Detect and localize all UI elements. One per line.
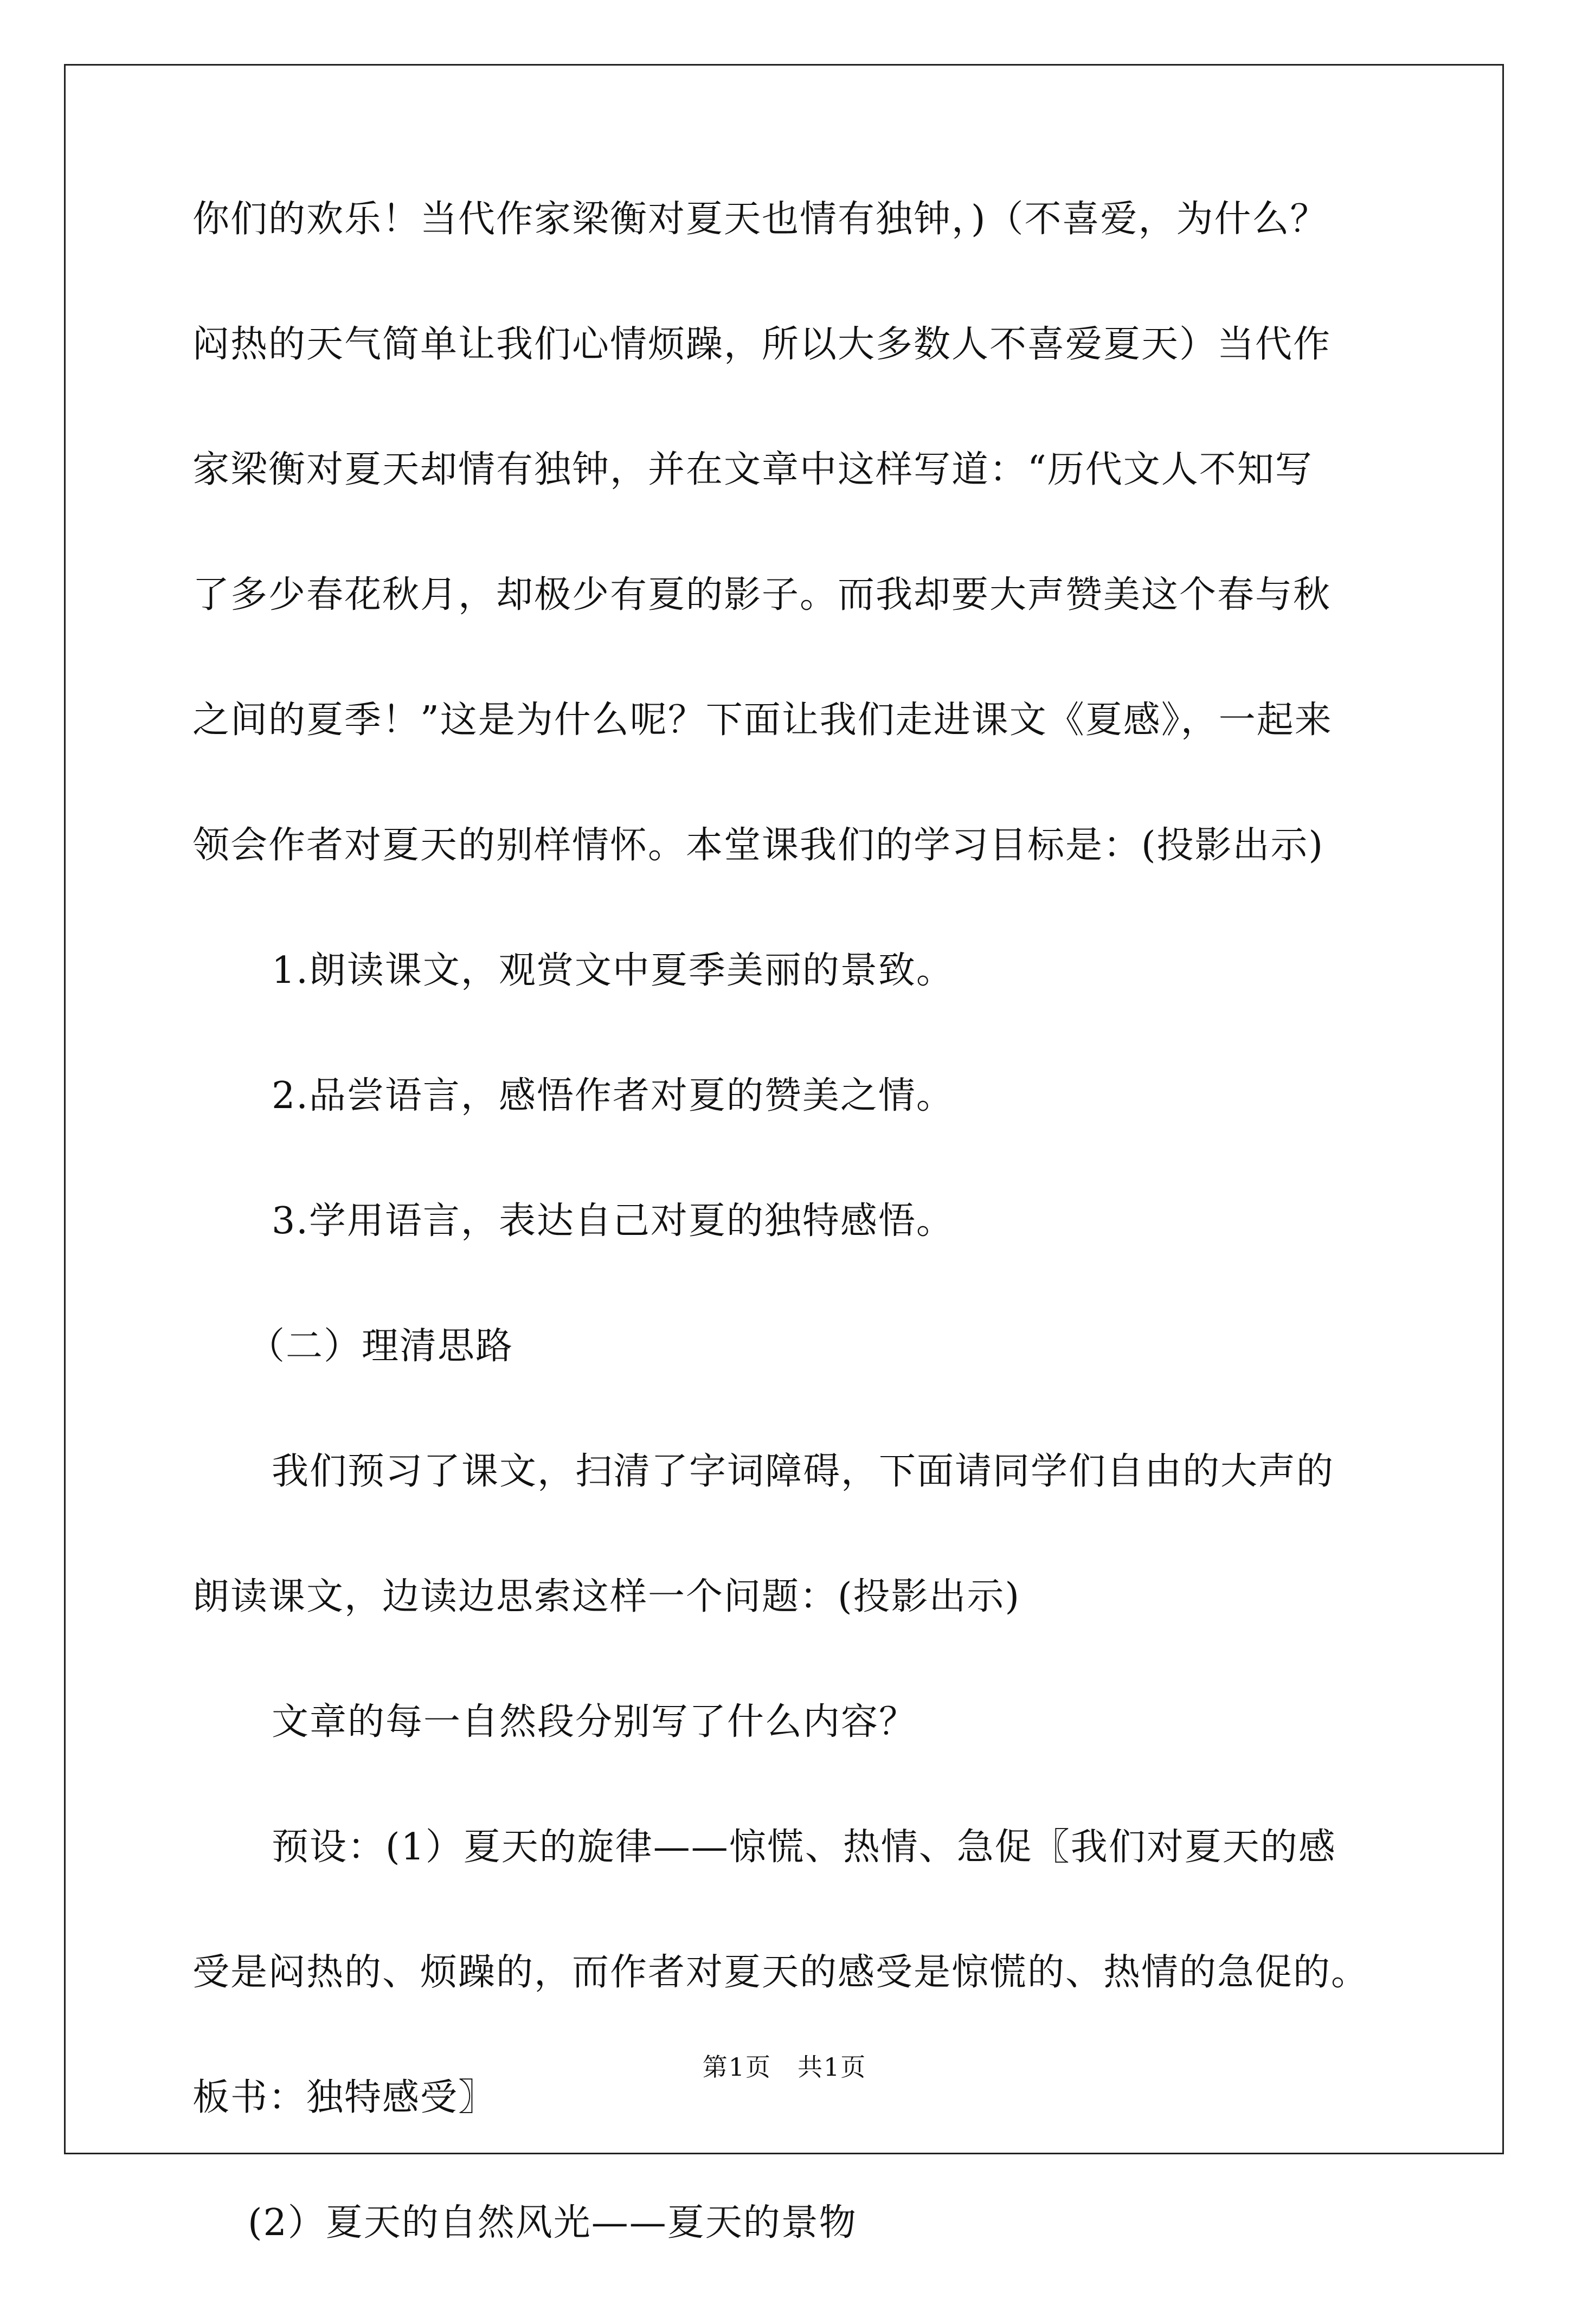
section-heading: （二）理清思路	[248, 1325, 514, 1368]
paragraph-line: 之间的夏季！”这是为什么呢？下面让我们走进课文《夏感》，一起来	[192, 699, 1333, 742]
paragraph-line: 受是闷热的、烦躁的，而作者对夏天的感受是惊慌的、热情的急促的。	[192, 1951, 1369, 1994]
paragraph-line: 你们的欢乐！当代作家梁衡对夏天也情有独钟，)（不喜爱，为什么？	[192, 198, 1328, 241]
document-body	[192, 195, 1380, 2324]
objective-item: 3.学用语言，表达自己对夏的独特感悟。	[272, 1200, 954, 1243]
paragraph-line: 板书：独特感受〗	[192, 2076, 497, 2119]
paragraph-line: (2）夏天的自然风光——夏天的景物	[248, 2201, 857, 2244]
page-footer: 第1页 共1页	[702, 2052, 867, 2082]
paragraph-line: 朗读课文，边读边思索这样一个问题：(投影出示)	[192, 1575, 1021, 1618]
paragraph-line: 了多少春花秋月，却极少有夏的影子。而我却要大声赞美这个春与秋	[192, 574, 1332, 616]
objective-item: 1.朗读课文，观赏文中夏季美丽的景致。	[272, 949, 954, 992]
paragraph-line: 预设：(1）夏天的旋律——惊慌、热情、急促〖我们对夏天的感	[272, 1826, 1336, 1869]
paragraph-line: 闷热的天气简单让我们心情烦躁，所以大多数人不喜爱夏天）当代作	[192, 323, 1332, 366]
paragraph-line: 家梁衡对夏天却情有独钟，并在文章中这样写道：“历代文人不知写	[192, 448, 1313, 491]
objective-item: 2.品尝语言，感悟作者对夏的赞美之情。	[272, 1074, 954, 1117]
paragraph-line: 文章的每一自然段分别写了什么内容？	[272, 1701, 917, 1743]
paragraph-line: 我们预习了课文，扫清了字词障碍，下面请同学们自由的大声的	[272, 1450, 1335, 1493]
paragraph-line: 领会作者对夏天的别样情怀。本堂课我们的学习目标是：(投影出示)	[192, 824, 1324, 867]
